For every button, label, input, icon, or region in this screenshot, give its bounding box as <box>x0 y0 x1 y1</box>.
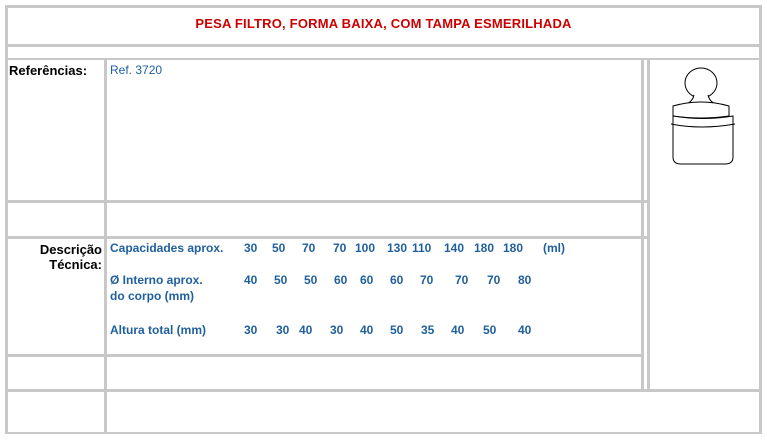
capacity-value: 100 <box>355 241 376 255</box>
capacity-value: 70 <box>302 241 316 255</box>
diameter-value: 80 <box>518 273 532 287</box>
height-value: 30 <box>244 323 258 337</box>
empty-label-cell-2 <box>8 357 104 389</box>
diameter-value: 50 <box>274 273 288 287</box>
footer-content-cell <box>107 392 759 432</box>
diameter-value: 60 <box>390 273 404 287</box>
empty-label-cell <box>8 203 104 236</box>
description-content-cell <box>107 239 641 354</box>
height-value: 40 <box>299 323 313 337</box>
description-label-line1: Descrição <box>39 242 102 257</box>
capacity-value: 180 <box>503 241 524 255</box>
capacity-value: 70 <box>333 241 347 255</box>
diameter-value: 70 <box>455 273 469 287</box>
height-value: 30 <box>330 323 344 337</box>
capacity-value: 30 <box>244 241 258 255</box>
capacity-value: 110 <box>412 241 432 255</box>
narrow-column-cell <box>644 60 647 200</box>
diameter-value: 40 <box>244 273 258 287</box>
references-label: Referências: <box>9 63 88 78</box>
diameter-value: 60 <box>334 273 348 287</box>
empty-label-cell-3 <box>8 392 104 432</box>
capacity-value: 140 <box>444 241 465 255</box>
title-cell <box>8 8 759 44</box>
narrow-column-cell <box>644 239 647 389</box>
references-label-cell <box>8 60 104 200</box>
product-sheet <box>5 5 762 434</box>
description-label-line2: Técnica: <box>49 257 102 272</box>
page-title: PESA FILTRO, FORMA BAIXA, COM TAMPA ESMERILHADA <box>195 16 572 31</box>
height-value: 50 <box>483 323 497 337</box>
narrow-column-cell <box>644 203 647 236</box>
empty-content-cell-2 <box>107 357 641 389</box>
spacer-row <box>8 47 759 58</box>
weighing-bottle-icon <box>663 64 743 174</box>
diameter-value: 50 <box>304 273 318 287</box>
capacity-label: Capacidades aprox. <box>110 241 224 255</box>
capacity-value: 130 <box>387 241 408 255</box>
height-value: 40 <box>360 323 374 337</box>
illustration-cell <box>650 60 759 389</box>
capacity-unit: (ml) <box>543 241 565 255</box>
diameter-label-line1: Ø Interno aprox. <box>110 273 203 287</box>
diameter-label-line2: do corpo (mm) <box>110 289 194 303</box>
diameter-value: 60 <box>360 273 374 287</box>
height-label: Altura total (mm) <box>110 323 206 337</box>
height-value: 40 <box>518 323 532 337</box>
description-label-cell <box>8 239 104 354</box>
empty-content-cell <box>107 203 641 236</box>
references-value-cell <box>107 60 641 200</box>
diameter-value: 70 <box>420 273 434 287</box>
diameter-value: 70 <box>487 273 501 287</box>
height-value: 50 <box>390 323 404 337</box>
capacity-value: 50 <box>272 241 286 255</box>
reference-number: Ref. 3720 <box>110 63 163 77</box>
height-value: 35 <box>421 323 435 337</box>
height-value: 40 <box>451 323 465 337</box>
capacity-value: 180 <box>474 241 495 255</box>
height-value: 30 <box>276 323 290 337</box>
